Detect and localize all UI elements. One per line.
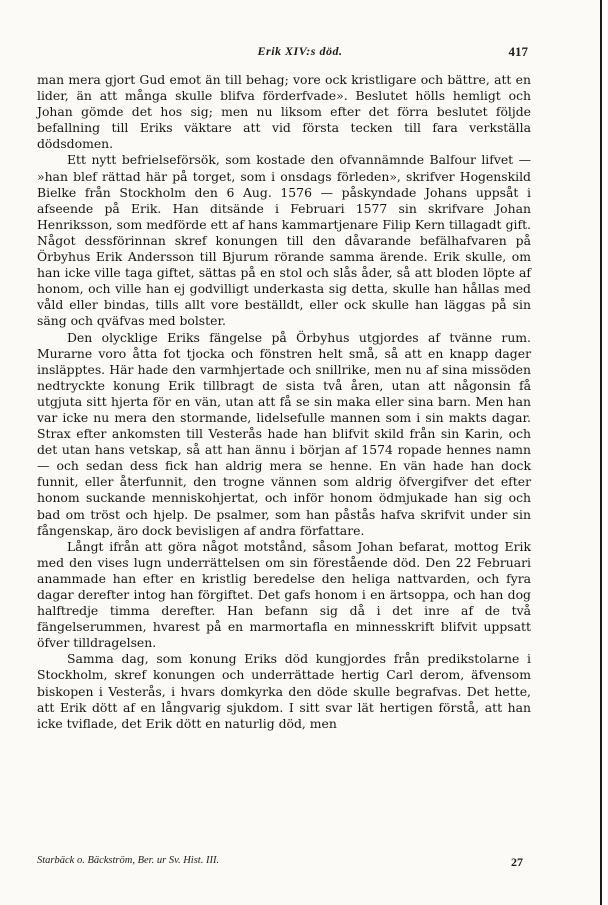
page-number: 417 xyxy=(508,44,528,59)
running-title: Erik XIV:s död. xyxy=(257,44,343,58)
paragraph: Samma dag, som konung Eriks död kungjordes från predikstolarne i Stockholm, skref konungen och underrättade hertig Carl derom, äfvensom biskopen i Vesterås, i hvars domkyrka den döde skulle begrafvas. Det hette, att Erik dött af en långvarig sjukdom. I sitt svar lät hertigen förstå, att han icke tviflade, det Erik dött en naturlig död, men xyxy=(37,651,531,731)
paragraph-continued: man mera gjort Gud emot än till behag; vore ock kristligare och bättre, att en lider, än att många skulle blifva förderfvade». Beslutet hölls hemligt och Johan gömde det hos sig; men nu liksom efter det förra beslutet följde befallning till Eriks väktare att vid första tecken till fara verkställa dödsdomen. xyxy=(37,72,531,152)
body-text xyxy=(37,72,531,732)
footer-source: Starbäck o. Bäckström, Ber. ur Sv. Hist. III. xyxy=(37,855,220,866)
paragraph: Den olycklige Eriks fängelse på Örbyhus utgjordes af tvänne rum. Murarne voro åtta fot tjocka och fönstren helt små, så att en knapp dager insläpptes. Här hade den varmhjertade och snillrike, men nu af sina missöden nedtryckte konung Erik tillbragt de sista två åren, utan att någonsin få utgjuta sitt hjerta för en vän, utan att få se sin maka eller sina barn. Men han var icke nu mera den stormande, lidelsefulle mannen som i sin makts dagar. Strax efter ankomsten till Vesterås hade han blifvit skild från sin Karin, och det utan hans vetskap, så att han ännu i början af 1574 ropade hennes namn — och sedan dess fick han aldrig mera se henne. En vän hade han dock funnit, eller återfunnit, den trogne vännen som aldrig öfvergifver det efter honom suckande menniskohjertat, och inför honom ödmjukade han sig och bad om tröst och hjelp. De psalmer, som han påstås hafva skrifvit under sin fångenskap, äro dock bevisligen af andra författare. xyxy=(37,329,531,538)
sheet-number: 27 xyxy=(511,855,523,869)
paragraph: Långt ifrån att göra något motstånd, såsom Johan befarat, mottog Erik med den vises lugn underrättelsen om sin förestående död. Den 22 Februari anammade han efter en kristlig beredelse den heliga nattvarden, och fyra dagar derefter intog han förgiftet. Det gafs honom i en ärtsoppa, och han dog halftredje timma derefter. Han befann sig då i det inre af de två fängelserummen, hvarest på en marmortafla en minnesskrift blifvit uppsatt öfver tilldragelsen. xyxy=(37,538,531,651)
paragraph: Ett nytt befrielseförsök, som kostade den ofvannämnde Balfour lifvet — »han blef rättad här på torget, som i onsdags förleden», skrifver Hogenskild Bielke från Stockholm den 6 Aug. 1576 — påskyndade Johans uppsåt i afseende på Erik. Han ditsände i Februari 1577 sin skrifvare Johan Henriksson, som medförde ett af hans kammartjenare Filip Kern tillagadt gift. Något dessförinnan skref konungen till den dåvarande befälhafvaren på Örbyhus Erik Andersson till Bjurum rörande samma ärende. Erik skulle, om han icke ville taga giftet, sättas på en stol och slås åder, så att bloden löpte af honom, och ville han ej godvilligt underkasta sig detta, skulle han hållas med våld eller bindas, tills allt vore beställdt, eller ock skulle han läggas på sin säng och qväfvas med bolster. xyxy=(37,152,531,329)
